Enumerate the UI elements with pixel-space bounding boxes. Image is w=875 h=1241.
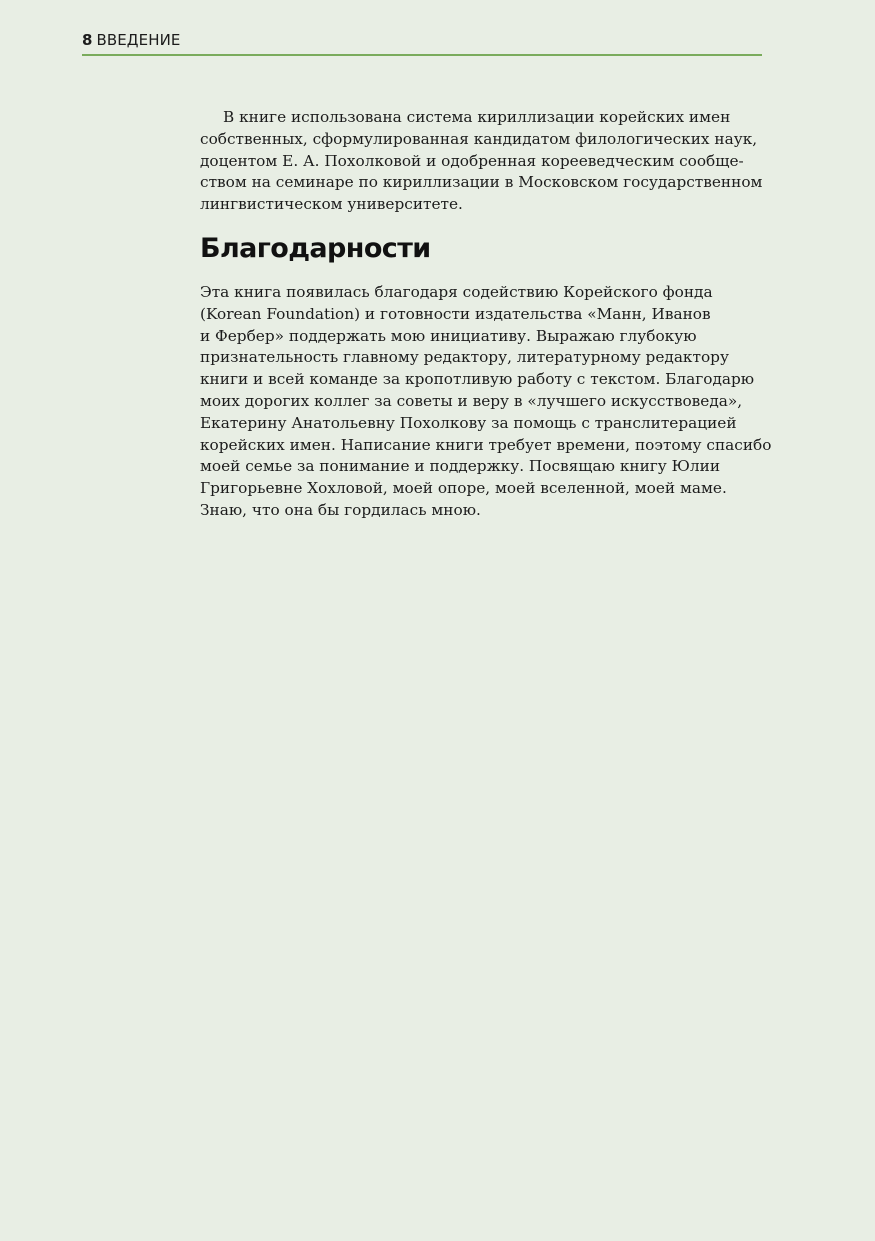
intro-line: В книге использована система кириллизации корейских имен	[223, 108, 731, 126]
acknowledgments-line: Екатерину Анатольевну Похолкову за помощь с транслитерацией	[200, 413, 737, 432]
acknowledgments-line: признательность главному редактору, литературному редактору	[200, 348, 729, 367]
acknowledgments-line: Эта книга появилась благодаря содействию Корейского фонда	[200, 283, 713, 301]
intro-line: доцентом Е. А. Похолковой и одобренная корееведческим сообще-	[200, 151, 744, 170]
acknowledgments-paragraph	[200, 282, 771, 522]
intro-paragraph	[200, 107, 762, 216]
acknowledgments-line: моих дорогих коллег за советы и веру в «лучшего искусствоведа»,	[200, 391, 743, 410]
intro-line: лингвистическом университете.	[200, 195, 463, 214]
intro-line: ством на семинаре по кириллизации в Московском государственном	[200, 173, 763, 192]
acknowledgments-line: Знаю, что она бы гордилась мною.	[200, 500, 481, 519]
acknowledgments-line: и Фербер» поддержать мою инициативу. Выражаю глубокую	[200, 326, 697, 345]
page-number: 8	[82, 31, 93, 49]
intro-line: собственных, сформулированная кандидатом филологических наук,	[200, 129, 758, 148]
running-header	[82, 30, 762, 56]
acknowledgments-line: (Korean Foundation) и готовности издательства «Манн, Иванов	[200, 304, 711, 323]
acknowledgments-line: книги и всей команде за кропотливую работу с текстом. Благодарю	[200, 370, 755, 389]
acknowledgments-line: корейских имен. Написание книги требует времени, поэтому спасибо	[200, 435, 772, 454]
acknowledgments-line: Григорьевне Хохловой, моей опоре, моей вселенной, моей маме.	[200, 479, 727, 498]
acknowledgments-line: моей семье за понимание и поддержку. Посвящаю книгу Юлии	[200, 457, 721, 476]
acknowledgments-heading: Благодарности	[200, 233, 431, 264]
section-name: ВВЕДЕНИЕ	[96, 31, 181, 49]
